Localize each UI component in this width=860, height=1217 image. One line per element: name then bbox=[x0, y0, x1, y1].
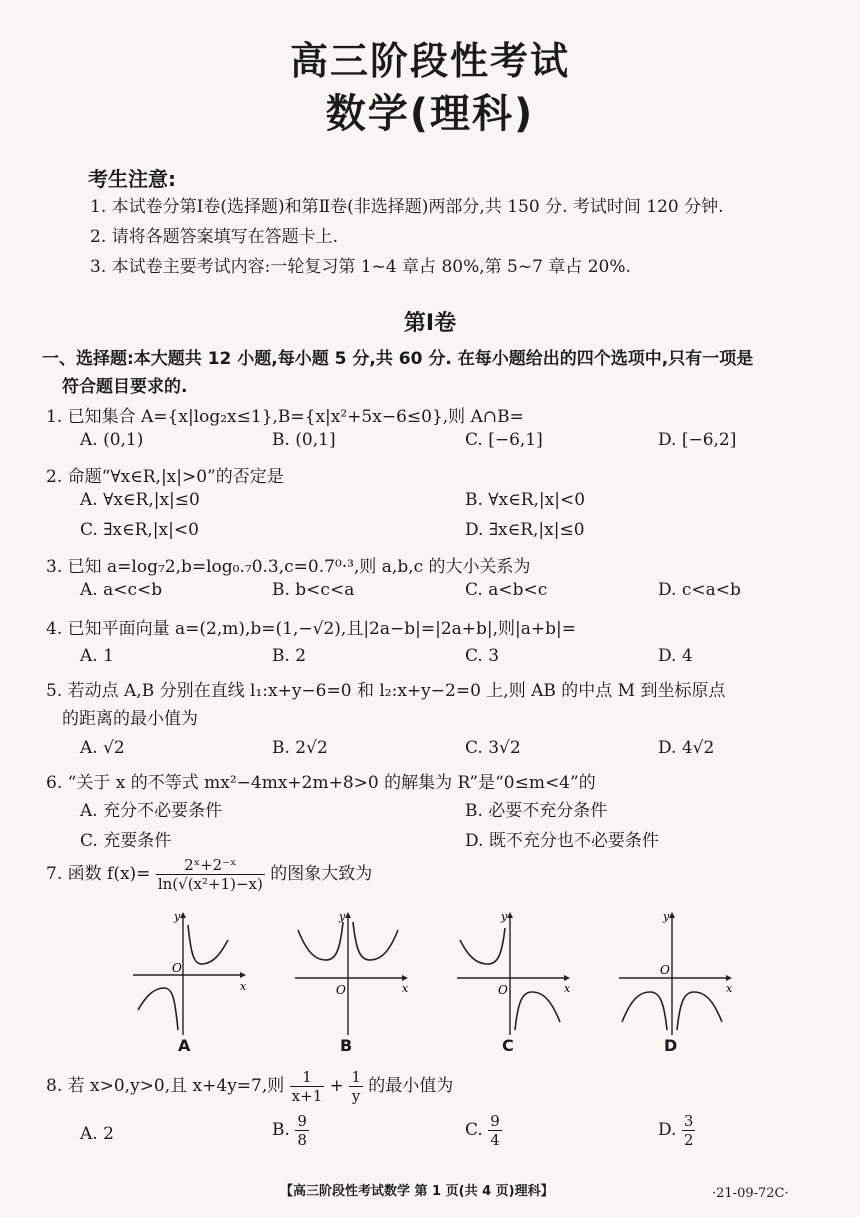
q4-option-b: B. 2 bbox=[272, 646, 307, 666]
q5-option-a: A. √2 bbox=[80, 738, 125, 758]
q8-option-d-fraction bbox=[682, 1112, 696, 1149]
q6-option-c: C. 充要条件 bbox=[80, 831, 172, 851]
q8-option-b-label: B. bbox=[272, 1120, 290, 1140]
q8-stem-post: 的最小值为 bbox=[368, 1076, 454, 1096]
q8-option-c-num: 9 bbox=[490, 1112, 500, 1130]
q4-option-a: A. 1 bbox=[80, 646, 114, 666]
q7-graph-d bbox=[614, 910, 734, 1040]
section-intro-2: 符合题目要求的. bbox=[62, 377, 188, 397]
q4-stem: 4. 已知平面向量 a=(2,m),b=(1,−√2),且|2a−b|=|2a+b|,则|a+b|= bbox=[46, 619, 576, 639]
notice-heading: 考生注意: bbox=[88, 167, 176, 191]
q8-fraction-1-num: 1 bbox=[290, 1068, 325, 1087]
x-axis-arrow bbox=[240, 972, 246, 978]
q8-fraction-2-den: y bbox=[351, 1087, 361, 1105]
q8-option-b-num: 9 bbox=[297, 1112, 307, 1130]
curve-left bbox=[460, 928, 505, 964]
exam-subtitle: 数学(理科) bbox=[325, 91, 535, 137]
q8-option-c-fraction bbox=[488, 1112, 502, 1149]
q7-stem-pre: 7. 函数 f(x)= bbox=[46, 864, 151, 884]
origin-label: O bbox=[498, 983, 508, 997]
q8-fraction-1-den: x+1 bbox=[291, 1087, 323, 1105]
q3-stem: 3. 已知 a=log₇2,b=log₀.₇0.3,c=0.7⁰·³,则 a,b,c 的大小关系为 bbox=[46, 557, 531, 577]
q6-option-d: D. 既不充分也不必要条件 bbox=[465, 831, 659, 851]
origin-label: O bbox=[660, 963, 670, 977]
notice-item-3: 3. 本试卷主要考试内容:一轮复习第 1~4 章占 80%,第 5~7 章占 20%. bbox=[90, 257, 631, 277]
q2-option-a: A. ∀x∈R,|x|≤0 bbox=[80, 490, 200, 510]
q8-stem bbox=[46, 1068, 453, 1105]
q5-option-d: D. 4√2 bbox=[658, 738, 715, 758]
curve-left bbox=[622, 992, 667, 1030]
x-axis-arrow bbox=[564, 975, 570, 981]
q7-graph-a bbox=[128, 910, 248, 1040]
y-axis-arrow bbox=[507, 912, 513, 918]
q8-plus: + bbox=[329, 1076, 344, 1096]
q8-option-b-fraction bbox=[295, 1112, 309, 1149]
q5-stem-line1: 5. 若动点 A,B 分别在直线 l₁:x+y−6=0 和 l₂:x+y−2=0 上,则 AB 的中点 M 到坐标原点 bbox=[46, 681, 726, 701]
x-axis-label: x bbox=[240, 980, 247, 993]
q5-option-c: C. 3√2 bbox=[465, 738, 521, 758]
section-title: 第Ⅰ卷 bbox=[403, 311, 457, 336]
q5-option-b: B. 2√2 bbox=[272, 738, 328, 758]
q6-option-a: A. 充分不必要条件 bbox=[80, 801, 223, 821]
q8-option-c-den: 4 bbox=[490, 1131, 500, 1149]
q8-option-b-den: 8 bbox=[297, 1131, 307, 1149]
q5-stem-line2: 的距离的最小值为 bbox=[62, 709, 198, 729]
q8-fraction-2 bbox=[349, 1068, 363, 1105]
q7-graph-c bbox=[452, 910, 572, 1040]
y-axis-arrow bbox=[669, 912, 675, 918]
q7-graph-b bbox=[290, 910, 410, 1040]
q1-option-b: B. (0,1] bbox=[272, 430, 336, 450]
section-intro-1: 一、选择题:本大题共 12 小题,每小题 5 分,共 60 分. 在每小题给出的四个选项中,只有一项是 bbox=[42, 349, 754, 369]
q6-stem: 6. “关于 x 的不等式 mx²−4mx+2m+8>0 的解集为 R”是“0≤m<4”的 bbox=[46, 773, 596, 793]
y-axis-arrow bbox=[180, 912, 186, 918]
q8-option-d-den: 2 bbox=[683, 1131, 694, 1149]
y-axis-arrow bbox=[345, 912, 351, 918]
curve-left bbox=[138, 988, 178, 1030]
curve-left bbox=[298, 922, 343, 960]
q1-stem: 1. 已知集合 A={x|log₂x≤1},B={x|x²+5x−6≤0},则 A∩B= bbox=[46, 407, 524, 427]
exam-title: 高三阶段性考试 bbox=[289, 39, 570, 83]
q8-option-b bbox=[272, 1112, 309, 1149]
q8-option-c bbox=[465, 1112, 502, 1149]
q8-fraction-2-num: 1 bbox=[351, 1068, 361, 1086]
q3-option-d: D. c<a<b bbox=[658, 580, 741, 600]
curve-right bbox=[188, 925, 228, 964]
q7-denominator: ln(√(x²+1)−x) bbox=[157, 875, 263, 893]
q1-option-c: C. [−6,1] bbox=[465, 430, 543, 450]
q7-label-a: A bbox=[178, 1036, 191, 1055]
y-axis-label: y bbox=[174, 910, 181, 923]
x-axis-label: x bbox=[726, 982, 733, 995]
curve-right bbox=[353, 922, 398, 960]
q8-option-d bbox=[658, 1112, 695, 1149]
q7-stem-post: 的图象大致为 bbox=[270, 864, 373, 884]
exam-code: ·21-09-72C· bbox=[712, 1186, 789, 1201]
notice-item-1: 1. 本试卷分第Ⅰ卷(选择题)和第Ⅱ卷(非选择题)两部分,共 150 分. 考试时间 120 分钟. bbox=[90, 197, 724, 217]
q8-stem-pre: 8. 若 x>0,y>0,且 x+4y=7,则 bbox=[46, 1076, 285, 1096]
q7-label-c: C bbox=[502, 1036, 514, 1055]
curve-right bbox=[677, 992, 722, 1030]
q7-fraction bbox=[156, 856, 265, 893]
q1-option-a: A. (0,1) bbox=[80, 430, 144, 450]
x-axis-label: x bbox=[402, 982, 409, 995]
q7-stem bbox=[46, 856, 372, 893]
q2-stem: 2. 命题“∀x∈R,|x|>0”的否定是 bbox=[46, 467, 284, 487]
q7-numerator: 2ˣ+2⁻ˣ bbox=[156, 856, 265, 875]
x-axis-arrow bbox=[726, 975, 732, 981]
y-axis-label: y bbox=[339, 910, 346, 923]
q3-option-b: B. b<c<a bbox=[272, 580, 355, 600]
origin-label: O bbox=[172, 961, 182, 975]
q3-option-a: A. a<c<b bbox=[80, 580, 163, 600]
q8-option-c-label: C. bbox=[465, 1120, 483, 1140]
q8-option-d-label: D. bbox=[658, 1120, 677, 1140]
q6-option-b: B. 必要不充分条件 bbox=[465, 801, 608, 821]
page-footer: 【高三阶段性考试数学 第 1 页(共 4 页)理科】 bbox=[280, 1184, 554, 1199]
q8-option-a: A. 2 bbox=[80, 1124, 114, 1144]
q7-label-b: B bbox=[340, 1036, 353, 1055]
q2-option-d: D. ∃x∈R,|x|≤0 bbox=[465, 520, 585, 540]
x-axis-label: x bbox=[564, 982, 571, 995]
q4-option-d: D. 4 bbox=[658, 646, 693, 666]
q4-option-c: C. 3 bbox=[465, 646, 500, 666]
q2-option-c: C. ∃x∈R,|x|<0 bbox=[80, 520, 199, 540]
x-axis-arrow bbox=[402, 975, 408, 981]
q1-option-d: D. [−6,2] bbox=[658, 430, 737, 450]
y-axis-label: y bbox=[663, 910, 670, 923]
curve-right bbox=[515, 992, 560, 1030]
origin-label: O bbox=[336, 983, 346, 997]
q7-label-d: D bbox=[664, 1036, 678, 1055]
q8-fraction-1 bbox=[290, 1068, 325, 1105]
q3-option-c: C. a<b<c bbox=[465, 580, 548, 600]
notice-item-2: 2. 请将各题答案填写在答题卡上. bbox=[90, 227, 339, 247]
q2-option-b: B. ∀x∈R,|x|<0 bbox=[465, 490, 586, 510]
y-axis-label: y bbox=[501, 910, 508, 923]
q8-option-d-num: 3 bbox=[683, 1112, 694, 1130]
